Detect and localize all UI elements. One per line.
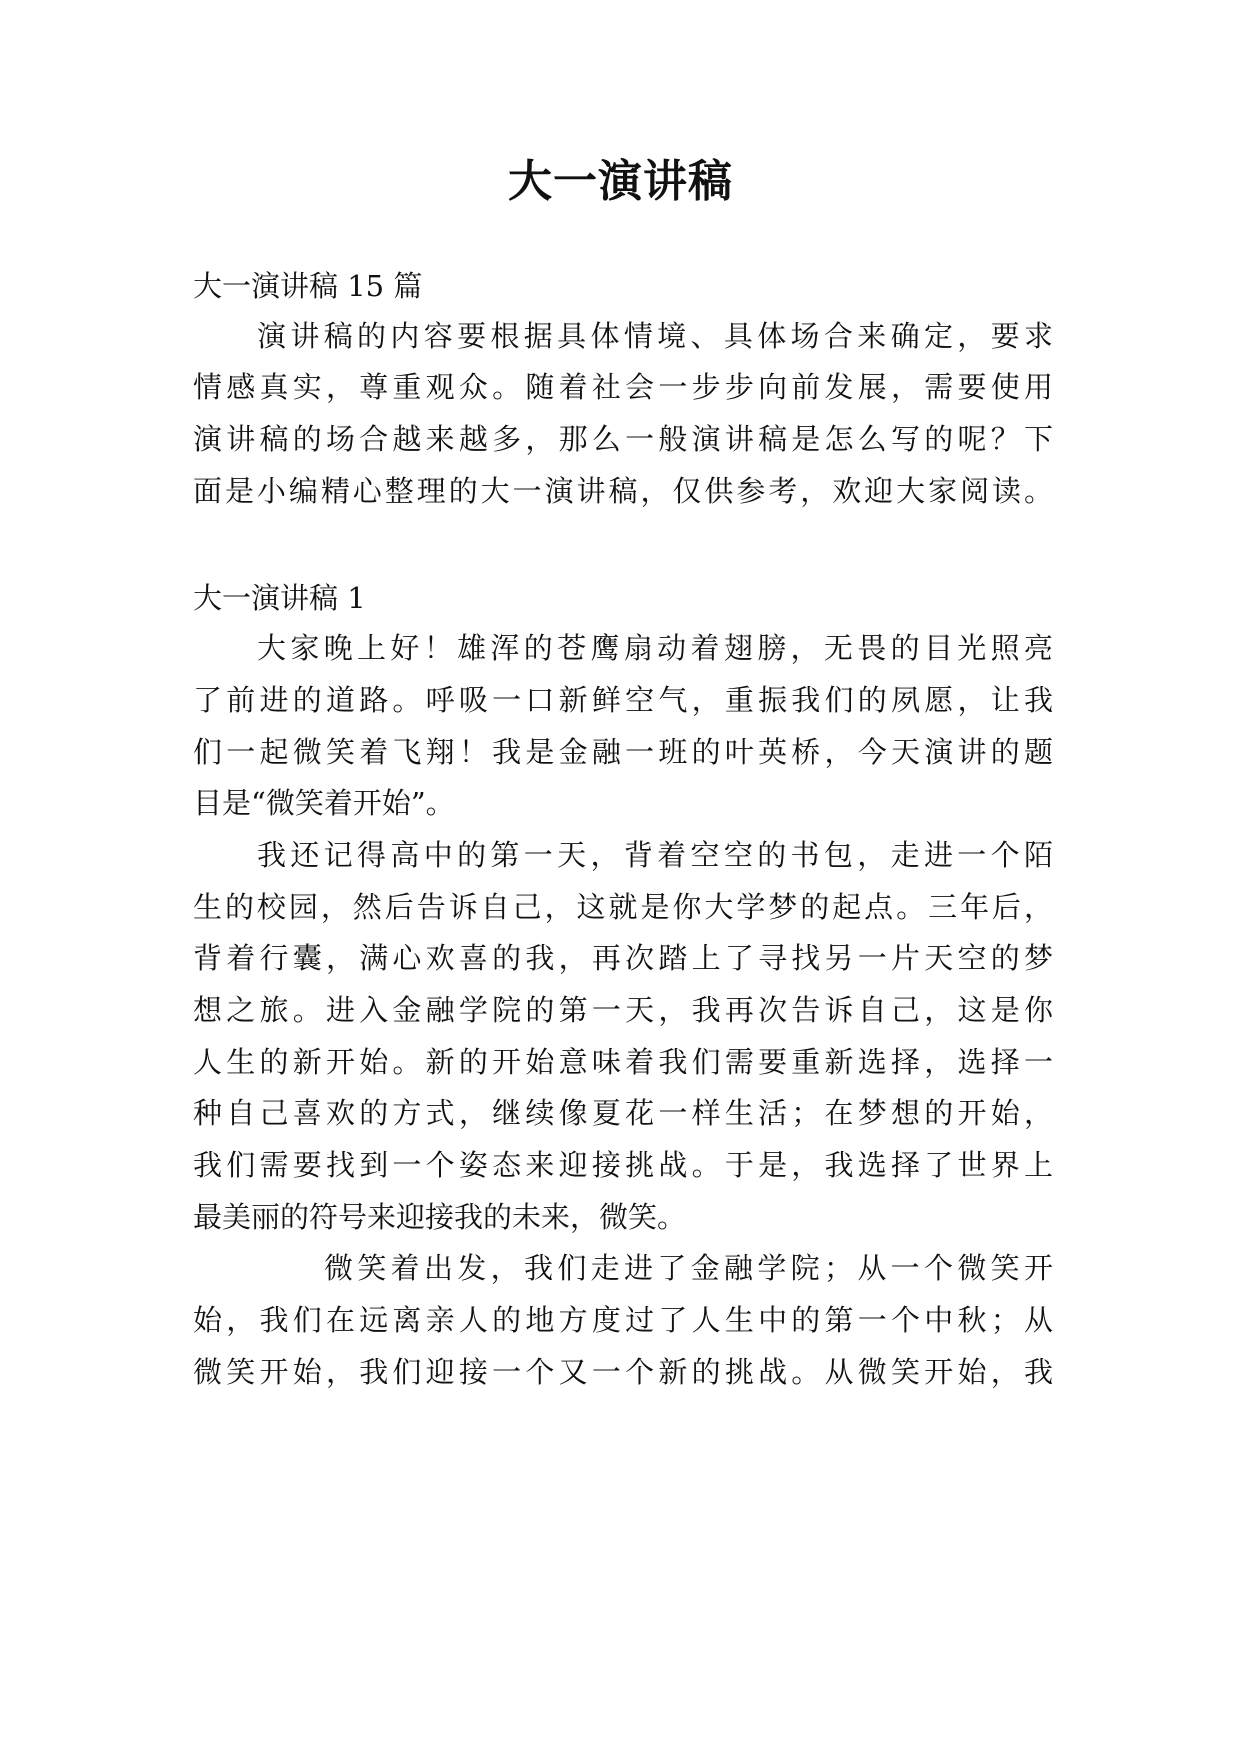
intro-line: 情感真实，尊重观众。随着社会一步步向前发展，需要使用 — [193, 370, 1053, 404]
paragraph-line: 背着行囊，满心欢喜的我，再次踏上了寻找另一片天空的梦 — [193, 941, 1053, 975]
paragraph-line: 微笑着出发，我们走进了金融学院；从一个微笑开 — [324, 1251, 1053, 1285]
paragraph-line: 我们需要找到一个姿态来迎接挑战。于是，我选择了世界上 — [193, 1148, 1053, 1182]
paragraph-line: 们一起微笑着飞翔！我是金融一班的叶英桥，今天演讲的题 — [193, 735, 1053, 769]
intro-line: 演讲稿的场合越来越多，那么一般演讲稿是怎么写的呢？下 — [193, 422, 1053, 456]
paragraph-line: 想之旅。进入金融学院的第一天，我再次告诉自己，这是你 — [193, 993, 1053, 1027]
paragraph-line: 我还记得高中的第一天，背着空空的书包，走进一个陌 — [257, 838, 1053, 872]
paragraph-line: 微笑开始，我们迎接一个又一个新的挑战。从微笑开始，我 — [193, 1355, 1053, 1389]
paragraph-line: 始，我们在远离亲人的地方度过了人生中的第一个中秋；从 — [193, 1303, 1053, 1337]
intro-line: 面是小编精心整理的大一演讲稿，仅供参考，欢迎大家阅读。 — [193, 474, 1053, 508]
paragraph-line: 目是“微笑着开始”。 — [193, 786, 455, 820]
paragraph-line: 了前进的道路。呼吸一口新鲜空气，重振我们的夙愿，让我 — [193, 683, 1053, 717]
intro-line: 演讲稿的内容要根据具体情境、具体场合来确定，要求 — [257, 319, 1053, 353]
document-title: 大一演讲稿 — [508, 156, 733, 207]
document-subtitle: 大一演讲稿 15 篇 — [193, 269, 423, 303]
section-heading: 大一演讲稿 1 — [193, 581, 366, 615]
paragraph-line: 大家晚上好！雄浑的苍鹰扇动着翅膀，无畏的目光照亮 — [257, 631, 1053, 665]
paragraph-line: 最美丽的符号来迎接我的未来，微笑。 — [193, 1200, 687, 1234]
paragraph-line: 种自己喜欢的方式，继续像夏花一样生活；在梦想的开始， — [193, 1096, 1053, 1130]
paragraph-line: 生的校园，然后告诉自己，这就是你大学梦的起点。三年后， — [193, 890, 1053, 924]
paragraph-line: 人生的新开始。新的开始意味着我们需要重新选择，选择一 — [193, 1045, 1053, 1079]
